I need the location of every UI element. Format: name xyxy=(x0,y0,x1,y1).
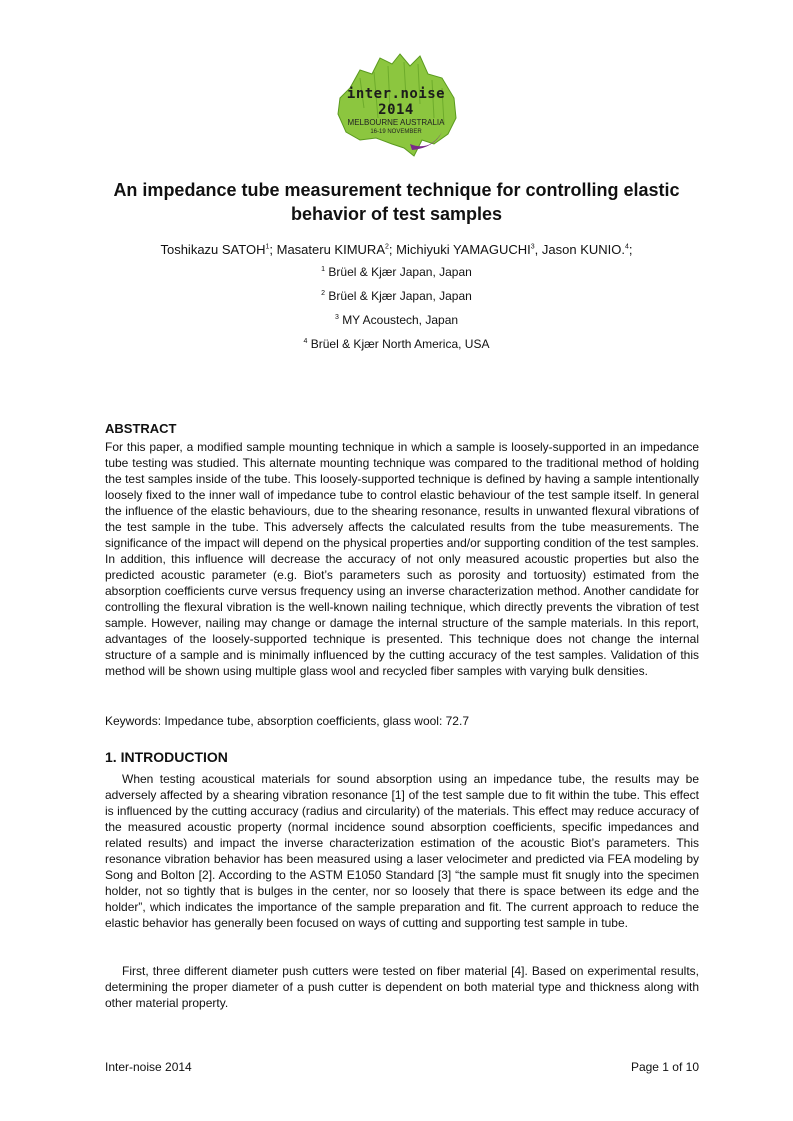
affiliation xyxy=(60,313,733,328)
affiliation-text: Brüel & Kjær Japan, Japan xyxy=(328,265,472,279)
author-separator: ; xyxy=(388,242,397,257)
footer-conference: Inter-noise 2014 xyxy=(105,1060,192,1074)
abstract-heading: ABSTRACT xyxy=(105,421,177,436)
abstract-text: For this paper, a modified sample mounting technique in which a sample is loosely-supported in an impedance tube testing was studied. This alternate mounting technique was compared to the traditional method of holding the test samples inside of the tube. This loosely-supported technique is defined by having a sample intentionally loosely fixed to the inner wall of impedance tube to control elastic behaviour of the test sample itself. In general the influence of the elastic behaviours, due to the shearing resonance, results in unwanted flexural vibrations of the test sample in the tube. This adversely affects the calculated results from the tube measurements. The significance of the impact will depend on the physical properties and/or supporting condition of the test samples. In addition, this influence will decrease the accuracy of not only measured acoustic properties but also the predicted acoustic parameter (e.g. Biot’s parameters such as porosity and tortuosity) estimated from the absorption coefficients curve versus frequency using an inverse characterization method. Another candidate for controlling the flexural vibration is the well-known nailing technique, which directly prevents the vibration of test sample. However, nailing may change or damage the internal structure of the sample materials. In this report, advantages of the loosely-supported technique is presented. This technique does not change the internal structure of a sample and is minimally influenced by the cutting accuracy of the test samples. Validation of this method will be shown using multiple glass wool and recycled fiber samples with varying bulk densities. xyxy=(105,440,699,678)
affiliation-mark: 4 xyxy=(303,338,308,345)
keywords: Keywords: Impedance tube, absorption coefficients, glass wool: 72.7 xyxy=(105,714,469,728)
author-mark: 2 xyxy=(385,243,389,251)
author-mark: 1 xyxy=(265,243,270,251)
affiliation xyxy=(60,265,733,280)
author-list xyxy=(60,242,733,258)
conference-logo xyxy=(330,48,462,166)
paper-title xyxy=(60,178,733,226)
affiliation-mark: 3 xyxy=(334,314,339,321)
author-mark: 4 xyxy=(624,243,629,251)
author-name: Jason KUNIO. xyxy=(541,242,625,257)
logo-dates: 16-19 NOVEMBER xyxy=(370,129,422,135)
footer-page-number: Page 1 of 10 xyxy=(630,1060,699,1074)
logo-title: inter.noise 2014 xyxy=(346,86,446,118)
introduction-paragraph-2: First, three different diameter push cutters were tested on fiber material [4]. Based on experimental results, determining the proper diameter of a push cutter is dependent on both material type and thickness along with other material property. xyxy=(105,964,699,1010)
author-separator: ; xyxy=(269,242,277,257)
affiliation-text: Brüel & Kjær Japan, Japan xyxy=(328,289,472,303)
author-name: Michiyuki YAMAGUCHI xyxy=(396,242,531,257)
affiliation xyxy=(60,289,733,304)
affiliation xyxy=(60,337,733,352)
author-separator: , xyxy=(534,242,542,257)
affiliation-mark: 1 xyxy=(321,266,326,273)
affiliation-text: Brüel & Kjær North America, USA xyxy=(310,337,490,351)
introduction-paragraph-1: When testing acoustical materials for sound absorption using an impedance tube, the results may be adversely affected by a shearing vibration resonance [1] of the test sample due to fit within the tube. This effect is influenced by the cutting accuracy (radius and circularity) of the materials. This effect may reduce accuracy of the measured acoustic property (normal incidence sound absorption coefficients, specific impedances and related results) and impact the inverse characterization estimation of the acoustic Biot’s parameters. This resonance vibration behavior has been measured using a laser velocimeter and predicted via FEA modeling by Song and Bolton [2]. According to the ASTM E1050 Standard [3] “the sample must fit snugly into the specimen holder, not so tightly that is bulges in the center, nor so loosely that there is space between its edge and the holder”, which indicates the importance of the sample preparation and fit. The current approach to reduce the elastic behavior has generally been focused on ways of cutting and supporting test sample in tube. xyxy=(105,772,699,930)
paper-title-line-2: behavior of test samples xyxy=(290,204,503,224)
paper-title-line-1: An impedance tube measurement technique for controlling elastic xyxy=(113,180,680,200)
author-separator: ; xyxy=(628,242,633,257)
logo-location: MELBOURNE AUSTRALIA xyxy=(347,118,445,127)
affiliation-text: MY Acoustech, Japan xyxy=(342,313,459,327)
author-name: Toshikazu SATOH xyxy=(160,242,266,257)
author-name: Masateru KIMURA xyxy=(276,242,385,257)
author-mark: 3 xyxy=(530,243,535,251)
affiliation-mark: 2 xyxy=(321,290,326,297)
introduction-heading: 1. INTRODUCTION xyxy=(105,749,228,765)
